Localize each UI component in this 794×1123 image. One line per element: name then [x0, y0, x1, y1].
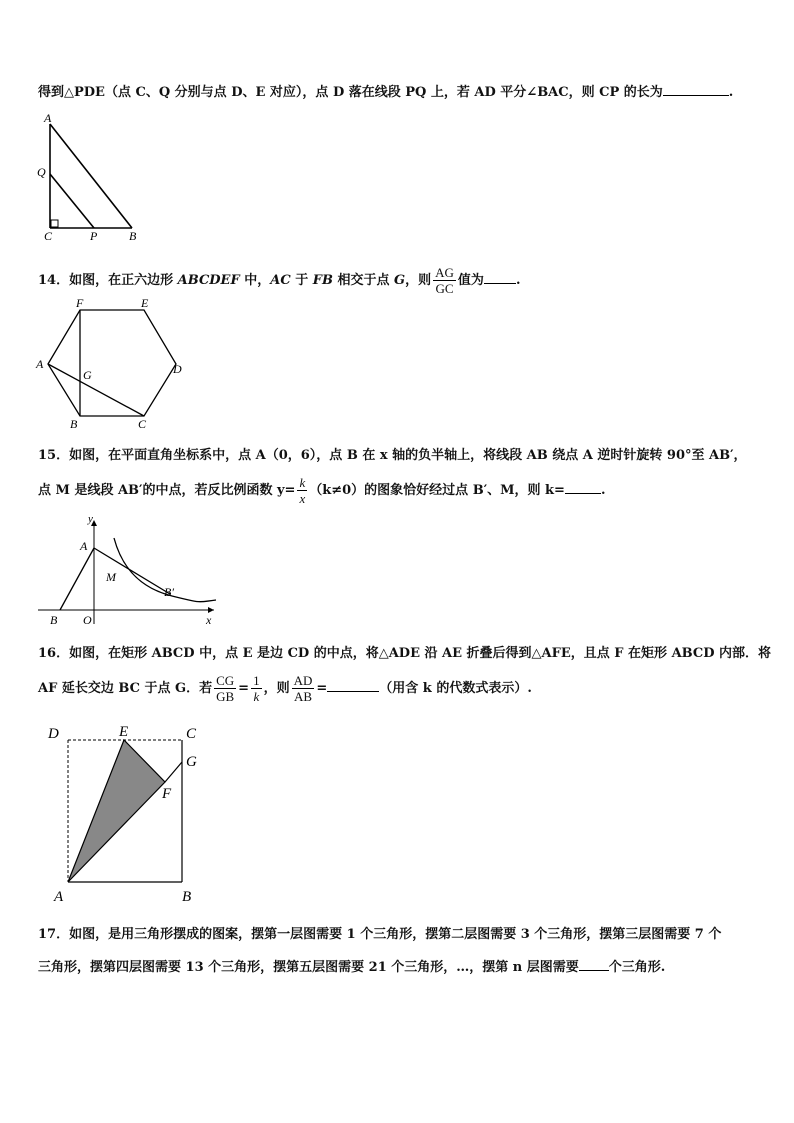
q14-answer-blank[interactable]: [484, 270, 516, 284]
q16-label-D: D: [48, 726, 59, 742]
q16-label-C: C: [186, 726, 197, 742]
q14-label-D: D: [173, 362, 182, 376]
q14-label-E: E: [141, 296, 149, 310]
q16-label-G: G: [186, 754, 197, 770]
q15-label-y: y: [88, 516, 93, 525]
q13-figure: [36, 112, 146, 242]
q16-label-E: E: [119, 724, 129, 740]
q13-label-Q: Q: [37, 165, 46, 179]
q15-answer-blank[interactable]: [565, 480, 601, 494]
q16-fraction-cg-gb: $\frac{CG}{GB}$: [216, 673, 235, 704]
q14-fraction: $\frac{AG}{GC}$: [435, 265, 454, 296]
q16-rectangle-figure: [44, 720, 214, 906]
q15-text-line2: 点 M 是线段 AB′的中点，若反比例函数 y= $\frac{k}{x}$ （k≠0）的图象恰好经过点 B′、M，则 k= .: [38, 475, 606, 506]
q15-label-M: M: [106, 570, 116, 584]
q16-label-B: B: [182, 889, 192, 905]
q16-label-F: F: [162, 786, 172, 802]
q13-answer-blank[interactable]: [663, 82, 729, 96]
q15-label-A: A: [80, 539, 88, 553]
q16-text-line1: 16．如图，在矩形 ABCD 中，点 E 是边 CD 的中点，将△ADE 沿 AE 折叠后得到△AFE，且点 F 在矩形 ABCD 内部．将: [38, 646, 772, 661]
q15-coordinate-figure: [36, 516, 220, 630]
q14-label-B: B: [70, 417, 78, 431]
q15-fraction: $\frac{k}{x}$: [299, 475, 306, 506]
q15-label-x: x: [206, 613, 212, 627]
q14-text-line: 14．如图，在正六边形 ABCDEF 中，AC 于 FB 相交于点 G，则 $\frac{AG}{GC}$ 值为 .: [38, 265, 521, 296]
q13-label-P: P: [90, 229, 98, 242]
q13-text: 得到△PDE（点 C、Q 分别与点 D、E 对应），点 D 落在线段 PQ 上，若 AD 平分∠BAC，则 CP 的长为: [38, 85, 663, 100]
q16-answer-blank[interactable]: [327, 678, 379, 692]
q15-label-O: O: [83, 613, 92, 627]
q14-label-F: F: [76, 296, 84, 310]
q17-text-line2: 三角形，摆第四层图需要 13 个三角形，摆第五层图需要 21 个三角形，…，摆第 n 层图需要 个三角形.: [38, 957, 665, 977]
q13-label-B: B: [129, 229, 137, 242]
q15-label-B-prime: B′: [164, 585, 174, 599]
q16-fraction-1-k: $\frac{1}{k}$: [253, 673, 260, 704]
q14-hexagon-figure: [34, 296, 194, 432]
q17-text-line1: 17．如图，是用三角形摆成的图案，摆第一层图需要 1 个三角形，摆第二层图需要 3 个三角形，摆第三层图需要 7 个: [38, 927, 722, 942]
q15-label-B: B: [50, 613, 58, 627]
q16-label-A: A: [54, 889, 64, 905]
q13-text-line: 得到△PDE（点 C、Q 分别与点 D、E 对应），点 D 落在线段 PQ 上，若 AD 平分∠BAC，则 CP 的长为 .: [38, 82, 733, 102]
q14-label-G: G: [83, 368, 92, 382]
q14-label-C: C: [138, 417, 147, 431]
q15-text-line1: 15．如图，在平面直角坐标系中，点 A（0，6），点 B 在 x 轴的负半轴上，将线段 AB 绕点 A 逆时针旋转 90°至 AB′，: [38, 448, 747, 463]
q14-label-A: A: [36, 357, 44, 371]
q16-fraction-ad-ab: $\frac{AD}{AB}$: [293, 673, 313, 704]
q13-label-C: C: [44, 229, 53, 242]
q16-text-line2: AF 延长交边 BC 于点 G．若 $\frac{CG}{GB}$ = $\frac{1}{k}$ ，则 $\frac{AD}{AB}$ = （用含 k 的代数式表示）.: [38, 673, 532, 704]
q13-label-A: A: [44, 112, 52, 125]
q17-answer-blank[interactable]: [579, 957, 609, 971]
